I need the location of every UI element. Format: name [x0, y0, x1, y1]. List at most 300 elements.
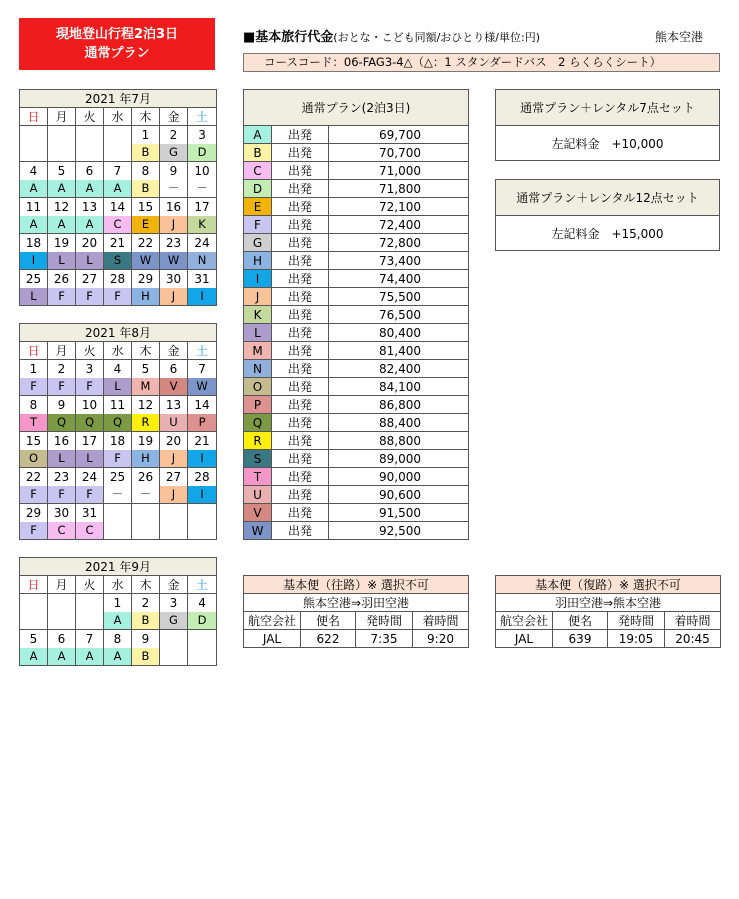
price-code-cell: － — [188, 180, 217, 198]
price-code-cell: A — [20, 180, 48, 198]
price-value: 91,500 — [329, 504, 469, 522]
weekday-header: 火 — [76, 342, 104, 360]
return-route: 羽田空港⇒熊本空港 — [496, 594, 721, 612]
weekday-header: 火 — [76, 108, 104, 126]
price-row — [244, 378, 469, 396]
calendar-date: 14 — [188, 396, 217, 414]
price-value: 72,400 — [329, 216, 469, 234]
price-row — [244, 252, 469, 270]
flight-header-airline: 航空会社 — [496, 612, 553, 630]
price-code-cell: A — [48, 648, 76, 666]
departure-label: 出発 — [272, 288, 329, 306]
flight-header-number: 便名 — [553, 612, 608, 630]
outbound-flight-title: 基本便（往路）※ 選択不可 — [244, 576, 469, 594]
calendar-date: 10 — [188, 162, 217, 180]
calendar-date: 22 — [132, 234, 160, 252]
calendar-date: 29 — [132, 270, 160, 288]
weekday-header: 金 — [160, 576, 188, 594]
price-code-cell: － — [132, 486, 160, 504]
price-row — [244, 504, 469, 522]
price-code-cell: O — [20, 450, 48, 468]
calendar-date: 4 — [188, 594, 217, 612]
price-code-cell: I — [188, 288, 217, 306]
price-value: 70,700 — [329, 144, 469, 162]
calendar-date: 18 — [20, 234, 48, 252]
price-row — [244, 126, 469, 144]
fare-note: (おとな・こども同額/おひとり様/単位:円) — [333, 31, 540, 44]
calendar-date: 27 — [76, 270, 104, 288]
price-value: 84,100 — [329, 378, 469, 396]
rental-12-price: 左記料金 +15,000 — [496, 216, 720, 251]
flight-header-number: 便名 — [301, 612, 356, 630]
price-code-cell — [76, 144, 104, 162]
weekday-header: 月 — [48, 576, 76, 594]
price-code-cell — [104, 522, 132, 540]
departure-label: 出発 — [272, 504, 329, 522]
price-code-cell: K — [188, 216, 217, 234]
price-code: O — [244, 378, 272, 396]
price-value: 81,400 — [329, 342, 469, 360]
price-code-cell: C — [76, 522, 104, 540]
price-code-cell: F — [76, 288, 104, 306]
price-code-cell: L — [48, 450, 76, 468]
price-value: 76,500 — [329, 306, 469, 324]
departure-label: 出発 — [272, 306, 329, 324]
price-code-cell: J — [160, 450, 188, 468]
rental-7-price: 左記料金 +10,000 — [496, 126, 720, 161]
price-code-cell: F — [48, 486, 76, 504]
price-code-cell: S — [104, 252, 132, 270]
price-code: K — [244, 306, 272, 324]
price-value: 72,800 — [329, 234, 469, 252]
price-row — [244, 360, 469, 378]
price-code-cell: F — [48, 378, 76, 396]
price-value: 88,400 — [329, 414, 469, 432]
calendar-date: 5 — [48, 162, 76, 180]
price-code-cell: E — [132, 216, 160, 234]
departure-label: 出発 — [272, 180, 329, 198]
departure-label: 出発 — [272, 522, 329, 540]
calendar-date: 8 — [104, 630, 132, 648]
price-code-cell: C — [104, 216, 132, 234]
price-code: M — [244, 342, 272, 360]
calendar-date: 7 — [104, 162, 132, 180]
price-code-cell: － — [104, 486, 132, 504]
departure-label: 出発 — [272, 432, 329, 450]
weekday-header: 日 — [20, 576, 48, 594]
calendar-date: 7 — [188, 360, 217, 378]
price-code-cell: A — [104, 180, 132, 198]
calendar-date: 9 — [48, 396, 76, 414]
calendar-date — [104, 126, 132, 144]
price-row — [244, 522, 469, 540]
calendar-date: 19 — [132, 432, 160, 450]
calendar-date: 15 — [20, 432, 48, 450]
price-code: Q — [244, 414, 272, 432]
flight-airline: JAL — [244, 630, 301, 648]
calendar-date: 24 — [188, 234, 217, 252]
price-code-cell: D — [188, 612, 217, 630]
price-table-title: 通常プラン(2泊3日) — [244, 90, 469, 126]
price-code-cell — [132, 522, 160, 540]
price-code-cell: U — [160, 414, 188, 432]
price-code-cell: B — [132, 612, 160, 630]
calendar-date: 3 — [188, 126, 217, 144]
flight-departure-time: 19:05 — [608, 630, 665, 648]
plan-subtitle: 通常プラン — [84, 46, 150, 61]
calendar-date: 10 — [76, 396, 104, 414]
flight-header-departure: 発時間 — [608, 612, 665, 630]
price-code: F — [244, 216, 272, 234]
weekday-header: 木 — [132, 108, 160, 126]
calendar-date: 2 — [48, 360, 76, 378]
price-row — [244, 198, 469, 216]
return-flight-table — [495, 575, 721, 648]
departure-label: 出発 — [272, 198, 329, 216]
departure-label: 出発 — [272, 378, 329, 396]
departure-label: 出発 — [272, 144, 329, 162]
price-code-cell: I — [188, 450, 217, 468]
flight-arrival-time: 9:20 — [413, 630, 469, 648]
flight-header-arrival: 着時間 — [665, 612, 721, 630]
price-code: G — [244, 234, 272, 252]
price-code-cell: A — [20, 216, 48, 234]
flight-header-arrival: 着時間 — [413, 612, 469, 630]
weekday-header: 水 — [104, 108, 132, 126]
calendar-date: 16 — [160, 198, 188, 216]
price-value: 75,500 — [329, 288, 469, 306]
price-code-cell: F — [104, 288, 132, 306]
calendar-date: 3 — [160, 594, 188, 612]
calendar-date: 6 — [76, 162, 104, 180]
price-value: 73,400 — [329, 252, 469, 270]
departure-airport: 熊本空港 — [655, 30, 704, 44]
calendar-date: 21 — [104, 234, 132, 252]
price-code-cell: F — [76, 378, 104, 396]
rental-7-set — [495, 89, 720, 161]
price-code: C — [244, 162, 272, 180]
price-code-cell: F — [76, 486, 104, 504]
calendar-date: 13 — [160, 396, 188, 414]
calendar-date: 21 — [188, 432, 217, 450]
price-code-cell: A — [20, 648, 48, 666]
price-value: 71,000 — [329, 162, 469, 180]
price-row — [244, 486, 469, 504]
price-value: 92,500 — [329, 522, 469, 540]
price-code-cell: A — [48, 216, 76, 234]
price-code: I — [244, 270, 272, 288]
price-code: H — [244, 252, 272, 270]
weekday-header: 土 — [188, 108, 217, 126]
calendar-date: 5 — [132, 360, 160, 378]
price-code: D — [244, 180, 272, 198]
weekday-header: 月 — [48, 342, 76, 360]
price-value: 90,600 — [329, 486, 469, 504]
price-code: P — [244, 396, 272, 414]
price-code-cell: C — [48, 522, 76, 540]
calendar-date: 26 — [48, 270, 76, 288]
calendar-date: 28 — [104, 270, 132, 288]
price-code: T — [244, 468, 272, 486]
price-code: S — [244, 450, 272, 468]
calendar-date: 29 — [20, 504, 48, 522]
calendar-date: 7 — [76, 630, 104, 648]
price-code-cell: G — [160, 612, 188, 630]
rental-7-title: 通常プラン＋レンタル7点セット — [496, 90, 720, 126]
calendar-date: 13 — [76, 198, 104, 216]
calendar-date: 16 — [48, 432, 76, 450]
price-code-cell: F — [20, 378, 48, 396]
price-value: 89,000 — [329, 450, 469, 468]
calendar-date: 22 — [20, 468, 48, 486]
price-value: 71,800 — [329, 180, 469, 198]
price-code-cell — [48, 612, 76, 630]
outbound-flight-table — [243, 575, 469, 648]
price-code-cell: L — [104, 378, 132, 396]
weekday-header: 木 — [132, 576, 160, 594]
price-code-cell: V — [160, 378, 188, 396]
departure-label: 出発 — [272, 270, 329, 288]
price-row — [244, 468, 469, 486]
calendar-date: 23 — [48, 468, 76, 486]
price-value: 72,100 — [329, 198, 469, 216]
calendar-date — [48, 594, 76, 612]
calendar-date: 17 — [188, 198, 217, 216]
price-code-cell: A — [76, 648, 104, 666]
price-value: 80,400 — [329, 324, 469, 342]
price-code: R — [244, 432, 272, 450]
flight-number: 622 — [301, 630, 356, 648]
price-code-cell: W — [160, 252, 188, 270]
calendar-date: 2 — [132, 594, 160, 612]
calendar-date — [76, 126, 104, 144]
price-code-cell — [48, 144, 76, 162]
calendar-date — [188, 504, 217, 522]
calendar-date: 20 — [160, 432, 188, 450]
calendar-date: 14 — [104, 198, 132, 216]
price-code-cell: L — [48, 252, 76, 270]
calendar-month-title: 2021 年7月 — [20, 90, 217, 108]
calendar-date: 12 — [48, 198, 76, 216]
calendar-date: 31 — [188, 270, 217, 288]
departure-label: 出発 — [272, 252, 329, 270]
price-value: 82,400 — [329, 360, 469, 378]
price-value: 90,000 — [329, 468, 469, 486]
price-code-cell: M — [132, 378, 160, 396]
price-row — [244, 162, 469, 180]
price-code-cell: A — [104, 648, 132, 666]
calendar-date: 20 — [76, 234, 104, 252]
calendar-date: 9 — [160, 162, 188, 180]
weekday-header: 日 — [20, 342, 48, 360]
calendar-date: 9 — [132, 630, 160, 648]
calendar-date: 30 — [160, 270, 188, 288]
departure-label: 出発 — [272, 450, 329, 468]
calendar-date: 27 — [160, 468, 188, 486]
price-code-cell: A — [76, 216, 104, 234]
calendar-date — [132, 504, 160, 522]
departure-label: 出発 — [272, 468, 329, 486]
price-row — [244, 342, 469, 360]
price-code-cell: A — [104, 612, 132, 630]
price-code-cell — [160, 522, 188, 540]
price-row — [244, 234, 469, 252]
departure-label: 出発 — [272, 234, 329, 252]
price-value: 74,400 — [329, 270, 469, 288]
price-code-cell: A — [48, 180, 76, 198]
weekday-header: 金 — [160, 108, 188, 126]
price-code-cell: F — [104, 450, 132, 468]
price-code-cell: W — [132, 252, 160, 270]
calendar-date — [160, 504, 188, 522]
weekday-header: 日 — [20, 108, 48, 126]
flight-airline: JAL — [496, 630, 553, 648]
calendar-month-title: 2021 年8月 — [20, 324, 217, 342]
calendar-date: 18 — [104, 432, 132, 450]
departure-label: 出発 — [272, 216, 329, 234]
calendar-date — [160, 630, 188, 648]
price-code: B — [244, 144, 272, 162]
calendar-date: 15 — [132, 198, 160, 216]
calendar-date — [104, 504, 132, 522]
departure-label: 出発 — [272, 414, 329, 432]
flight-number: 639 — [553, 630, 608, 648]
price-code-cell: H — [132, 450, 160, 468]
price-value: 88,800 — [329, 432, 469, 450]
weekday-header: 土 — [188, 576, 217, 594]
price-code: L — [244, 324, 272, 342]
departure-label: 出発 — [272, 342, 329, 360]
calendar-date: 17 — [76, 432, 104, 450]
weekday-header: 水 — [104, 342, 132, 360]
price-code: W — [244, 522, 272, 540]
rental-12-title: 通常プラン＋レンタル12点セット — [496, 180, 720, 216]
price-code: N — [244, 360, 272, 378]
calendar-date: 8 — [20, 396, 48, 414]
price-value: 69,700 — [329, 126, 469, 144]
return-flight-title: 基本便（復路）※ 選択不可 — [496, 576, 721, 594]
price-code-cell: Q — [104, 414, 132, 432]
price-code-cell: F — [48, 288, 76, 306]
price-row — [244, 180, 469, 198]
calendar-month-title: 2021 年9月 — [20, 558, 217, 576]
price-row — [244, 270, 469, 288]
calendar-september — [19, 557, 217, 666]
price-code-cell — [160, 648, 188, 666]
calendar-date: 26 — [132, 468, 160, 486]
departure-label: 出発 — [272, 324, 329, 342]
outbound-route: 熊本空港⇒羽田空港 — [244, 594, 469, 612]
price-code-cell — [188, 522, 217, 540]
calendar-date: 8 — [132, 162, 160, 180]
price-code-cell: F — [20, 522, 48, 540]
price-code-cell: Q — [76, 414, 104, 432]
price-code-cell: A — [76, 180, 104, 198]
calendar-date: 25 — [104, 468, 132, 486]
calendar-date — [188, 630, 217, 648]
price-row — [244, 306, 469, 324]
calendar-date: 24 — [76, 468, 104, 486]
price-code-cell: L — [76, 450, 104, 468]
plan-title: 現地登山行程2泊3日 — [55, 27, 179, 42]
price-code-cell: J — [160, 216, 188, 234]
price-code-cell: B — [132, 648, 160, 666]
plan-title-box — [19, 18, 215, 70]
departure-label: 出発 — [272, 396, 329, 414]
calendar-date: 4 — [104, 360, 132, 378]
calendar-july — [19, 89, 217, 306]
weekday-header: 水 — [104, 576, 132, 594]
price-code-cell: L — [20, 288, 48, 306]
price-code-cell — [188, 648, 217, 666]
calendar-date: 25 — [20, 270, 48, 288]
price-code-cell: H — [132, 288, 160, 306]
price-code-cell — [76, 612, 104, 630]
calendar-date: 19 — [48, 234, 76, 252]
price-code-cell: D — [188, 144, 217, 162]
price-code-cell: Q — [48, 414, 76, 432]
calendar-date — [76, 594, 104, 612]
flight-header-airline: 航空会社 — [244, 612, 301, 630]
calendar-date: 6 — [48, 630, 76, 648]
calendar-date: 1 — [132, 126, 160, 144]
calendar-date: 5 — [20, 630, 48, 648]
calendar-august — [19, 323, 217, 540]
calendar-date: 23 — [160, 234, 188, 252]
price-row — [244, 432, 469, 450]
price-row — [244, 396, 469, 414]
calendar-date: 2 — [160, 126, 188, 144]
price-value: 86,800 — [329, 396, 469, 414]
price-code-cell: B — [132, 180, 160, 198]
weekday-header: 金 — [160, 342, 188, 360]
price-code: A — [244, 126, 272, 144]
price-table — [243, 89, 469, 540]
calendar-date: 6 — [160, 360, 188, 378]
calendar-date: 1 — [104, 594, 132, 612]
price-code-cell: B — [132, 144, 160, 162]
weekday-header: 土 — [188, 342, 217, 360]
fare-title: ■基本旅行代金 — [243, 30, 334, 45]
calendar-date: 28 — [188, 468, 217, 486]
price-code-cell: R — [132, 414, 160, 432]
price-code: E — [244, 198, 272, 216]
price-code: J — [244, 288, 272, 306]
price-code-cell: G — [160, 144, 188, 162]
weekday-header: 月 — [48, 108, 76, 126]
calendar-date: 4 — [20, 162, 48, 180]
calendar-date: 30 — [48, 504, 76, 522]
calendar-date: 1 — [20, 360, 48, 378]
price-code-cell — [20, 144, 48, 162]
calendar-date: 12 — [132, 396, 160, 414]
price-code-cell: － — [160, 180, 188, 198]
flight-departure-time: 7:35 — [356, 630, 413, 648]
price-code-cell: I — [20, 252, 48, 270]
fare-heading — [243, 26, 540, 45]
price-code-cell: I — [188, 486, 217, 504]
price-code: U — [244, 486, 272, 504]
flight-header-departure: 発時間 — [356, 612, 413, 630]
price-row — [244, 414, 469, 432]
departure-label: 出発 — [272, 486, 329, 504]
price-code-cell — [20, 612, 48, 630]
price-code-cell — [104, 144, 132, 162]
course-code: コースコード：06-FAG3-4△（△：1 スタンダードバス 2 らくらくシート） — [243, 53, 720, 72]
price-code-cell: W — [188, 378, 217, 396]
price-code-cell: J — [160, 486, 188, 504]
price-code-cell: F — [20, 486, 48, 504]
